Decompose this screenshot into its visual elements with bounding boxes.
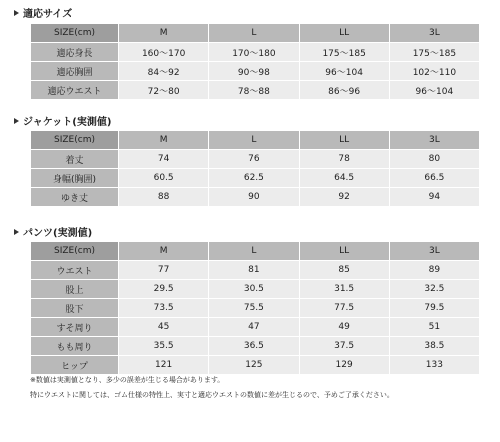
- table-cell: 74: [119, 150, 209, 169]
- table-header-row: [31, 131, 480, 150]
- header-cell-size: SIZE(cm): [31, 24, 119, 43]
- row-header-cell: 適応胸囲: [31, 62, 119, 81]
- section-title-text: ジャケット(実測値): [23, 117, 112, 128]
- triangle-bullet-icon: [14, 10, 19, 16]
- table-row: [31, 337, 480, 356]
- triangle-bullet-icon: [14, 118, 19, 124]
- fit-size-table: [30, 23, 480, 100]
- row-header-cell: もも周り: [31, 337, 119, 356]
- section-title-pants: [14, 224, 92, 239]
- table-cell: 86～96: [299, 81, 389, 100]
- table-cell: 51: [389, 318, 479, 337]
- table-cell: 96～104: [389, 81, 479, 100]
- table-cell: 121: [119, 356, 209, 375]
- table-cell: 77.5: [299, 299, 389, 318]
- table-cell: 73.5: [119, 299, 209, 318]
- table-cell: 38.5: [389, 337, 479, 356]
- table-cell: 62.5: [209, 169, 299, 188]
- table-cell: 30.5: [209, 280, 299, 299]
- table-cell: 81: [209, 261, 299, 280]
- table-cell: 32.5: [389, 280, 479, 299]
- table-cell: 160～170: [119, 43, 209, 62]
- table-cell: 29.5: [119, 280, 209, 299]
- table-cell: 84～92: [119, 62, 209, 81]
- section-title-text: パンツ(実測値): [23, 228, 93, 239]
- table-cell: 60.5: [119, 169, 209, 188]
- row-header-cell: ヒップ: [31, 356, 119, 375]
- section-title-jacket: [14, 113, 111, 128]
- table-cell: 125: [209, 356, 299, 375]
- header-cell-size: SIZE(cm): [31, 131, 119, 150]
- table-row: [31, 43, 480, 62]
- header-cell-3l: 3L: [389, 131, 479, 150]
- table-cell: 47: [209, 318, 299, 337]
- table-cell: 90: [209, 188, 299, 207]
- table-cell: 78～88: [209, 81, 299, 100]
- table-cell: 90～98: [209, 62, 299, 81]
- table-header-row: [31, 242, 480, 261]
- table-cell: 37.5: [299, 337, 389, 356]
- header-cell-ll: LL: [299, 131, 389, 150]
- table-header-row: [31, 24, 480, 43]
- table-row: [31, 81, 480, 100]
- triangle-bullet-icon: [14, 229, 19, 235]
- table-cell: 66.5: [389, 169, 479, 188]
- table-cell: 89: [389, 261, 479, 280]
- section-title-text: 適応サイズ: [23, 9, 73, 20]
- header-cell-size: SIZE(cm): [31, 242, 119, 261]
- header-cell-l: L: [209, 24, 299, 43]
- jacket-table: [30, 130, 480, 207]
- header-cell-l: L: [209, 242, 299, 261]
- table-cell: 80: [389, 150, 479, 169]
- table-cell: 102～110: [389, 62, 479, 81]
- table-row: [31, 261, 480, 280]
- table-cell: 35.5: [119, 337, 209, 356]
- row-header-cell: 身幅(胸囲): [31, 169, 119, 188]
- table-cell: 129: [299, 356, 389, 375]
- table-cell: 170～180: [209, 43, 299, 62]
- row-header-cell: 適応身長: [31, 43, 119, 62]
- header-cell-3l: 3L: [389, 242, 479, 261]
- table-row: [31, 280, 480, 299]
- section-title-fit-size: [14, 5, 72, 20]
- table-row: [31, 299, 480, 318]
- row-header-cell: すそ周り: [31, 318, 119, 337]
- row-header-cell: ウエスト: [31, 261, 119, 280]
- header-cell-m: M: [119, 24, 209, 43]
- header-cell-ll: LL: [299, 24, 389, 43]
- header-cell-l: L: [209, 131, 299, 150]
- table-cell: 133: [389, 356, 479, 375]
- table-cell: 72～80: [119, 81, 209, 100]
- table-cell: 96～104: [299, 62, 389, 81]
- table-cell: 78: [299, 150, 389, 169]
- note-waist-elastic: 特にウエストに関しては、ゴム仕様の特性上、実寸と適応ウエストの数値に差が生じるので、予めご了承ください。: [30, 391, 394, 399]
- row-header-cell: 着丈: [31, 150, 119, 169]
- table-cell: 88: [119, 188, 209, 207]
- table-cell: 36.5: [209, 337, 299, 356]
- pants-table: [30, 241, 480, 375]
- note-measurement-error: ※数値は実測値となり、多少の誤差が生じる場合があります。: [30, 376, 225, 384]
- table-cell: 85: [299, 261, 389, 280]
- table-cell: 45: [119, 318, 209, 337]
- table-row: [31, 169, 480, 188]
- table-cell: 175～185: [389, 43, 479, 62]
- table-cell: 94: [389, 188, 479, 207]
- table-row: [31, 188, 480, 207]
- table-cell: 76: [209, 150, 299, 169]
- table-cell: 92: [299, 188, 389, 207]
- header-cell-m: M: [119, 131, 209, 150]
- table-cell: 79.5: [389, 299, 479, 318]
- table-cell: 175～185: [299, 43, 389, 62]
- table-cell: 31.5: [299, 280, 389, 299]
- row-header-cell: 股下: [31, 299, 119, 318]
- row-header-cell: 適応ウエスト: [31, 81, 119, 100]
- header-cell-ll: LL: [299, 242, 389, 261]
- header-cell-m: M: [119, 242, 209, 261]
- table-row: [31, 318, 480, 337]
- table-row: [31, 150, 480, 169]
- table-cell: 75.5: [209, 299, 299, 318]
- row-header-cell: ゆき丈: [31, 188, 119, 207]
- table-cell: 64.5: [299, 169, 389, 188]
- row-header-cell: 股上: [31, 280, 119, 299]
- table-cell: 49: [299, 318, 389, 337]
- header-cell-3l: 3L: [389, 24, 479, 43]
- table-row: [31, 356, 480, 375]
- table-row: [31, 62, 480, 81]
- table-cell: 77: [119, 261, 209, 280]
